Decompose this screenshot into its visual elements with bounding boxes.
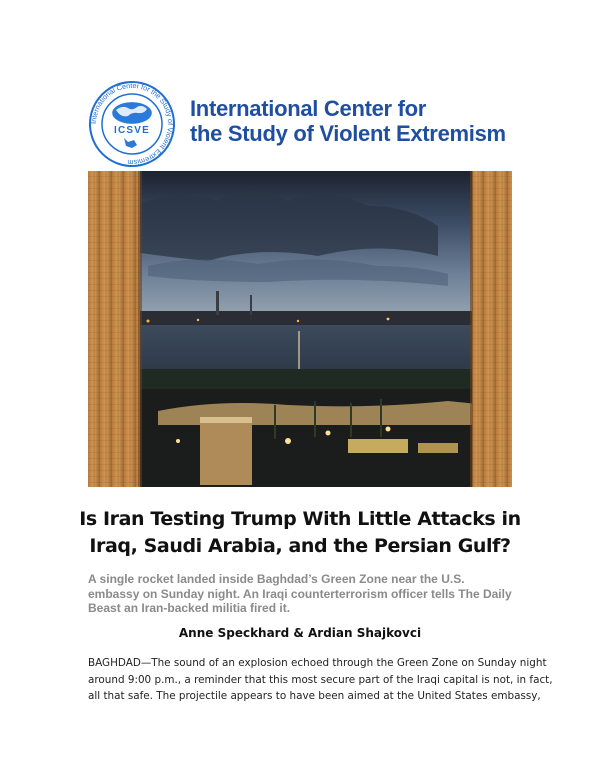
article-authors: Anne Speckhard & Ardian Shajkovci — [178, 626, 422, 640]
article-body-line-2: around 9:00 p.m., a reminder that this most secure part of the Iraqi capital is not, in fact, — [88, 673, 553, 686]
organization-name — [190, 96, 506, 146]
organization-name-line-1: International Center for — [190, 96, 427, 121]
document-header — [88, 80, 528, 172]
logo-ring-text: International Center for the Study of Violent Extremism — [88, 80, 176, 168]
article-subtitle — [88, 572, 518, 616]
article-subtitle-line-2: embassy on Sunday night. An Iraqi counterterrorism officer tells The Daily — [88, 586, 512, 601]
article-title — [60, 506, 540, 560]
article-body-line-1: BAGHDAD—The sound of an explosion echoed through the Green Zone on Sunday night — [88, 657, 547, 669]
organization-name-line-2: the Study of Violent Extremism — [190, 121, 506, 146]
article-subtitle-line-3: Beast an Iran-backed militia fired it. — [88, 601, 291, 615]
article-subtitle-line-1: A single rocket landed inside Baghdad’s Green Zone near the U.S. — [88, 572, 465, 586]
article-title-line-1: Is Iran Testing Trump With Little Attacks in — [79, 508, 521, 530]
icsve-logo — [88, 80, 176, 168]
logo-center-text: ICSVE — [113, 125, 151, 136]
cover-photo — [88, 171, 512, 487]
article-body-line-3: all that safe. The projectile appears to have been aimed at the United States embassy, — [88, 690, 541, 702]
article-title-line-2: Iraq, Saudi Arabia, and the Persian Gulf? — [89, 535, 511, 557]
article-body — [88, 655, 553, 705]
